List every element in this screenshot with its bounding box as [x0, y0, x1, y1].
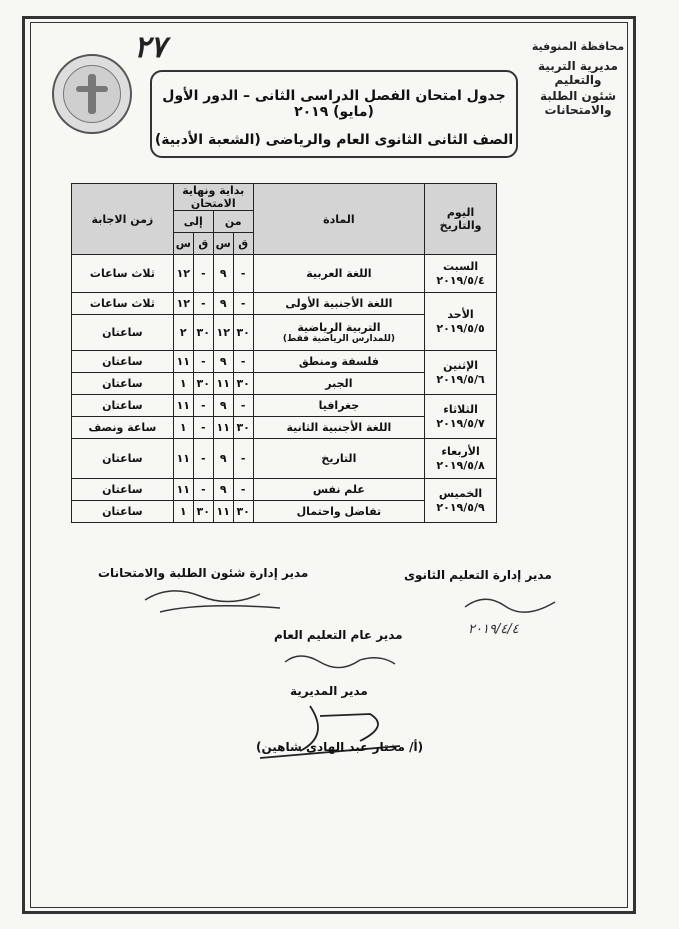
table-header-row — [72, 184, 497, 211]
to-minute-cell: - — [193, 417, 213, 439]
duration-cell: ساعتان — [72, 395, 174, 417]
stamp-line-3: شئون الطلبة والامتحانات — [539, 89, 617, 117]
header-from: من — [213, 211, 253, 233]
to-hour-cell: ٢ — [173, 315, 193, 351]
to-minute-cell: - — [193, 351, 213, 373]
from-minute-cell: - — [233, 479, 253, 501]
to-minute-cell: ٣٠ — [193, 373, 213, 395]
header-to-hour: س — [173, 233, 193, 255]
from-minute-cell: ٣٠ — [233, 315, 253, 351]
table-row — [72, 351, 497, 373]
day-cell: الأربعاء ٢٠١٩/٥/٨ — [425, 439, 497, 479]
directorate-head-title: مدير المديرية — [290, 684, 368, 698]
duration-cell: ساعتان — [72, 479, 174, 501]
secondary-director-title: مدير إدارة التعليم الثانوى — [404, 568, 552, 582]
to-hour-cell: ١ — [173, 373, 193, 395]
duration-cell: ساعتان — [72, 373, 174, 395]
subject-cell: جغرافيا — [253, 395, 424, 417]
header-to-minute: ق — [193, 233, 213, 255]
subject-cell: اللغة الأجنبية الأولى — [253, 293, 424, 315]
from-minute-cell: - — [233, 293, 253, 315]
day-cell: الأحد ٢٠١٩/٥/٥ — [425, 293, 497, 351]
duration-cell: ساعتان — [72, 315, 174, 351]
title-box — [150, 70, 518, 158]
subject-cell: اللغة العربية — [253, 255, 424, 293]
general-director-title: مدير عام التعليم العام — [274, 628, 403, 642]
day-cell: الثلاثاء ٢٠١٩/٥/٧ — [425, 395, 497, 439]
handwritten-date: ٢٠١٩/٤/٤ — [468, 622, 519, 637]
ministry-logo-icon — [52, 54, 132, 134]
from-minute-cell: ٣٠ — [233, 501, 253, 523]
affairs-director-signature-icon — [140, 582, 290, 622]
title-line-1: جدول امتحان الفصل الدراسى الثانى – الدور الأول (مايو) ٢٠١٩ — [162, 88, 506, 120]
exam-schedule-table — [71, 183, 497, 523]
from-minute-cell: - — [233, 255, 253, 293]
to-hour-cell: ١ — [173, 417, 193, 439]
from-hour-cell: ٩ — [213, 293, 233, 315]
subject-cell: الجبر — [253, 373, 424, 395]
table-row — [72, 479, 497, 501]
stamp-line-2: مديرية التربية والتعليم — [538, 59, 618, 87]
to-minute-cell: - — [193, 293, 213, 315]
to-hour-cell: ١١ — [173, 439, 193, 479]
day-cell: السبت ٢٠١٩/٥/٤ — [425, 255, 497, 293]
title-line-2: الصف الثانى الثانوى العام والرياضى (الشعبة الأدبية) — [154, 132, 514, 148]
general-director-signature-icon — [280, 648, 400, 676]
from-hour-cell: ٩ — [213, 439, 233, 479]
from-hour-cell: ٩ — [213, 479, 233, 501]
to-minute-cell: - — [193, 255, 213, 293]
to-minute-cell: ٣٠ — [193, 315, 213, 351]
table-row — [72, 439, 497, 479]
from-minute-cell: - — [233, 351, 253, 373]
stamp-line-1: محافظة المنوفية — [531, 40, 625, 53]
header-duration: زمن الاجابة — [72, 184, 174, 255]
from-minute-cell: - — [233, 439, 253, 479]
duration-cell: ساعتان — [72, 351, 174, 373]
from-hour-cell: ٩ — [213, 255, 233, 293]
to-minute-cell: - — [193, 479, 213, 501]
to-hour-cell: ١ — [173, 501, 193, 523]
from-hour-cell: ١٢ — [213, 315, 233, 351]
subject-cell: اللغة الأجنبية الثانية — [253, 417, 424, 439]
to-hour-cell: ١١ — [173, 479, 193, 501]
duration-cell: ساعتان — [72, 501, 174, 523]
directorate-head-name: (أ/ مختار عبد الهادى شاهين) — [256, 740, 424, 754]
header-from-minute: ق — [233, 233, 253, 255]
table-row — [72, 293, 497, 315]
table-row — [72, 395, 497, 417]
day-cell: الخميس ٢٠١٩/٥/٩ — [425, 479, 497, 523]
duration-cell: ثلاث ساعات — [72, 293, 174, 315]
affairs-director-title: مدير إدارة شئون الطلبة والامتحانات — [98, 566, 309, 580]
header-from-hour: س — [213, 233, 233, 255]
subject-cell: التاريخ — [253, 439, 424, 479]
duration-cell: ساعة ونصف — [72, 417, 174, 439]
to-minute-cell: ٣٠ — [193, 501, 213, 523]
duration-cell: ساعتان — [72, 439, 174, 479]
handwritten-page-number: ٢٧ — [134, 30, 167, 65]
from-hour-cell: ٩ — [213, 351, 233, 373]
to-hour-cell: ١٢ — [173, 293, 193, 315]
from-hour-cell: ٩ — [213, 395, 233, 417]
from-minute-cell: ٣٠ — [233, 417, 253, 439]
day-cell: الإثنين ٢٠١٩/٥/٦ — [425, 351, 497, 395]
to-hour-cell: ١١ — [173, 395, 193, 417]
from-minute-cell: ٣٠ — [233, 373, 253, 395]
header-to: إلى — [173, 211, 213, 233]
directorate-stamp — [528, 40, 628, 117]
directorate-head-signature-icon — [250, 696, 410, 766]
subject-cell: فلسفة ومنطق — [253, 351, 424, 373]
to-hour-cell: ١١ — [173, 351, 193, 373]
subject-cell: التربية الرياضية (للمدارس الرياضية فقط) — [253, 315, 424, 351]
from-minute-cell: - — [233, 395, 253, 417]
from-hour-cell: ١١ — [213, 373, 233, 395]
subject-cell: علم نفس — [253, 479, 424, 501]
to-hour-cell: ١٢ — [173, 255, 193, 293]
from-hour-cell: ١١ — [213, 501, 233, 523]
header-day: اليوم والتاريخ — [425, 184, 497, 255]
duration-cell: ثلاث ساعات — [72, 255, 174, 293]
subject-cell: تفاضل واحتمال — [253, 501, 424, 523]
secondary-director-signature-icon — [460, 592, 570, 622]
table-row — [72, 255, 497, 293]
header-subject: المادة — [253, 184, 424, 255]
from-hour-cell: ١١ — [213, 417, 233, 439]
header-start-end: بداية ونهاية الامتحان — [173, 184, 253, 211]
to-minute-cell: - — [193, 395, 213, 417]
to-minute-cell: - — [193, 439, 213, 479]
